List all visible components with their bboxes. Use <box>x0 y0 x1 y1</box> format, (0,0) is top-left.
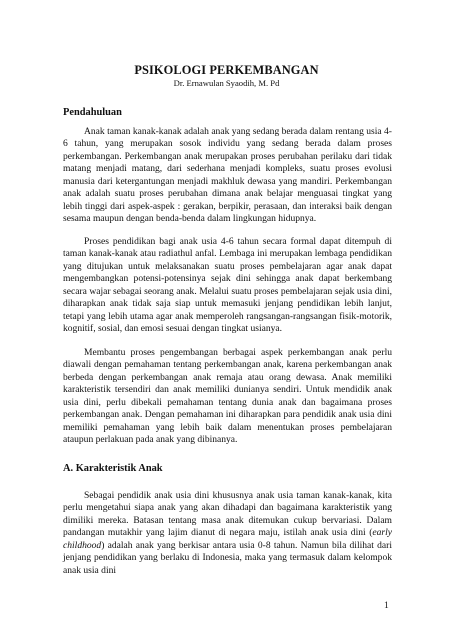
document-title: PSIKOLOGI PERKEMBANGAN <box>134 63 319 77</box>
section-heading-pendahuluan: Pendahuluan <box>63 107 122 118</box>
page-number: 1 <box>384 601 389 611</box>
document-author: Dr. Ernawulan Syaodih, M. Pd <box>173 78 280 88</box>
paragraph: Proses pendidikan bagi anak usia 4-6 tahun secara formal dapat ditempuh di taman kanak-kanak atau radiathul anfal. Lembaga ini merupakan lembaga pendidikan yang ditujukan untuk melaksanakan suatu proses pembelajaran agar anak dapat mengembangkan potensi-potensinya sejak dini sehingga anak dapat berkembang secara wajar sebagai seorang anak. Melalui suatu proses pembelajaran sejak usia dini, diharapkan anak tidak saja siap untuk memasuki jenjang pendidikan lebih lanjut, tetapi yang lebih utama agar anak memperoleh rangsangan-rangsangan fisik-motorik, kognitif, sosial, dan emosi sesuai dengan tingkat usianya. <box>63 236 392 335</box>
section-heading-karakteristik-anak: A. Karakteristik Anak <box>63 463 163 474</box>
paragraph-text: ) adalah anak yang berkisar antara usia 0-8 tahun. Namun bila dilihat dari jenjang pendidikan yang berlaku di Indonesia, maka yang termasuk dalam kelompok anak usia dini <box>63 539 392 576</box>
paragraph <box>63 490 392 577</box>
paragraph: Anak taman kanak-kanak adalah anak yang sedang berada dalam rentang usia 4-6 tahun, yang merupakan sosok individu yang sedang berada dalam proses perkembangan. Perkembangan anak merupakan proses perubahan perilaku dari tidak matang menjadi matang, dari sederhana menjadi kompleks, suatu proses evolusi manusia dari ketergantungan menjadi makhluk dewasa yang mandiri. Perkembangan anak adalah suatu proses perubahan dimana anak belajar menguasai tingkat yang lebih tinggi dari aspek-aspek : gerakan, berpikir, perasaan, dan interaksi baik dengan sesama maupun dengan benda-benda dalam lingkungan hidupnya. <box>63 126 392 225</box>
emphasized-term: early childhood <box>63 527 392 551</box>
paragraph-text: Sebagai pendidik anak usia dini khususnya anak usia taman kanak-kanak, kita perlu mengetahui siapa anak yang akan dihadapi dan bagaimana karakteristik yang dimiliki mereka. Batasan tentang masa anak ditemukan cukup bervariasi. Dalam pandangan mutakhir yang lajim dianut di negara maju, istilah anak usia dini ( <box>63 490 392 539</box>
paragraph: Membantu proses pengembangan berbagai aspek perkembangan anak perlu diawali dengan pemahaman tentang perkembangan anak, karena perkembangan anak berbeda dengan perkembangan anak remaja atau orang dewasa. Anak memiliki karakteristik tersendiri dan anak memiliki dunianya sendiri. Untuk mendidik anak usia dini, perlu dibekali pemahaman tentang dunia anak dan bagaimana proses perkembangan anak. Dengan pemahaman ini diharapkan para pendidik anak usia dini memiliki pemahaman yang lebih baik dalam menentukan proses pembelajaran ataupun perlakuan pada anak yang dibinanya. <box>63 347 392 446</box>
